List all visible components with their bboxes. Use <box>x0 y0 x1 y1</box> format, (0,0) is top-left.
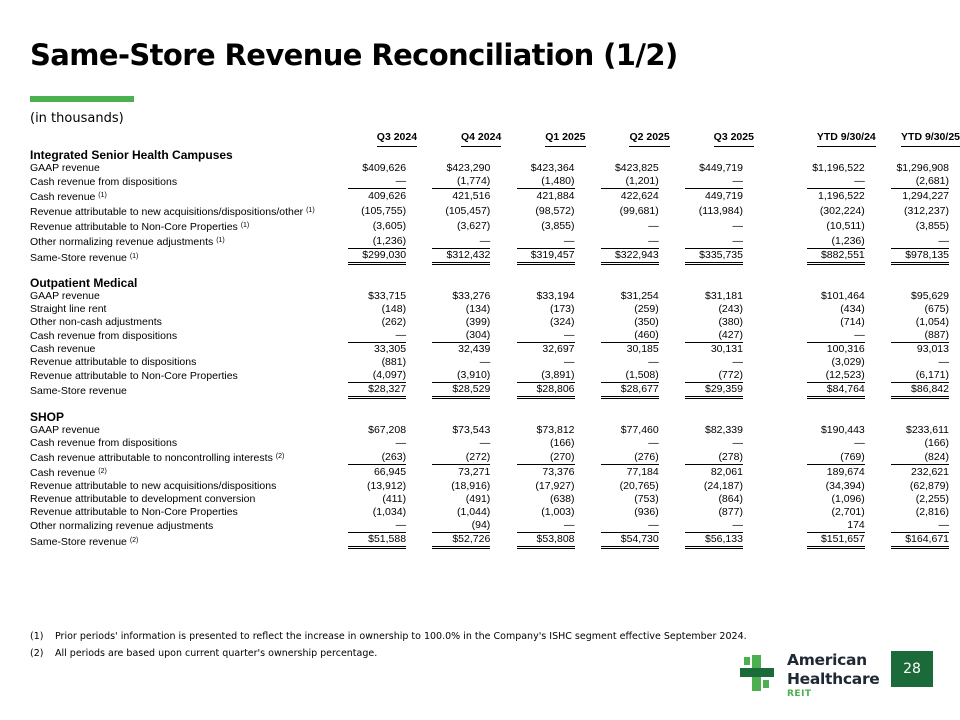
value-cell: — <box>938 356 949 368</box>
value-cell: (1,054) <box>915 316 949 328</box>
value-cell: (638) <box>550 493 575 505</box>
section-header-row <box>30 409 960 424</box>
value-cell: $1,296,908 <box>896 162 949 174</box>
row-label: Revenue attributable to Non-Core Properties <box>30 369 238 382</box>
value-cell: (276) <box>586 450 670 465</box>
value-cell: (675) <box>924 303 949 315</box>
value-cell: 1,294,227 <box>902 190 949 202</box>
col-header: YTD 9/30/25 <box>876 130 960 147</box>
value-cell: — <box>648 356 659 368</box>
value-cell: (12,523) <box>792 369 876 383</box>
value-cell: (134) <box>465 303 491 315</box>
value-cell: (1,236) <box>792 234 876 249</box>
value-cell: $449,719 <box>699 162 743 174</box>
table-row <box>30 175 960 189</box>
value-cell: — <box>732 220 743 232</box>
row-label: Revenue attributable to new acquisitions/dispositions <box>30 480 277 492</box>
value-cell: (1,034) <box>372 506 407 518</box>
table-row <box>30 249 960 265</box>
value-cell: (3,627) <box>457 220 491 232</box>
value-cell: — <box>586 519 670 533</box>
footnote-ref: (1) <box>306 207 315 214</box>
footnote-ref: (2) <box>275 453 285 460</box>
value-cell: (272) <box>417 450 501 465</box>
value-cell: — <box>395 437 407 449</box>
value-cell: (18,916) <box>451 480 491 492</box>
value-cell: 189,674 <box>826 466 865 478</box>
value-cell: (3,855) <box>915 220 949 232</box>
value-cell: (769) <box>792 450 876 465</box>
row-label: GAAP revenue <box>30 290 100 302</box>
value-cell: $151,657 <box>792 533 876 549</box>
row-label: Cash revenue from dispositions <box>30 175 178 188</box>
value-cell: — <box>501 329 585 343</box>
footnote-ref: (1) <box>216 237 225 244</box>
value-cell: (99,681) <box>619 205 659 217</box>
table-row <box>30 493 960 506</box>
value-cell: (113,984) <box>698 205 743 217</box>
value-cell: (259) <box>634 303 659 315</box>
value-cell: $423,364 <box>530 162 575 174</box>
col-header: Q3 2025 <box>670 130 754 147</box>
value-cell: $31,254 <box>620 290 659 302</box>
value-cell: (3,029) <box>831 356 865 368</box>
value-cell: (2,255) <box>915 493 949 505</box>
value-cell: (324) <box>550 316 575 328</box>
value-cell: (1,096) <box>831 493 865 505</box>
value-cell: (105,755) <box>361 205 407 217</box>
value-cell: (62,879) <box>909 480 949 492</box>
col-header: Q3 2024 <box>333 130 417 147</box>
value-cell: (98,572) <box>535 205 575 217</box>
col-header: YTD 9/30/24 <box>792 130 876 147</box>
table-row <box>30 424 960 437</box>
row-label: Cash revenue <box>30 343 96 355</box>
value-cell: — <box>333 175 417 189</box>
value-cell: (1,508) <box>586 369 670 383</box>
value-cell: (1,201) <box>586 175 670 189</box>
value-cell: (434) <box>840 303 865 315</box>
value-cell: $101,464 <box>820 290 865 302</box>
logo-line2: Healthcare <box>787 670 880 688</box>
table-row <box>30 316 960 329</box>
footnote-ref: (2) <box>129 536 139 544</box>
section-title: SHOP <box>30 410 65 424</box>
value-cell: — <box>670 234 754 249</box>
value-cell: $164,671 <box>876 533 960 549</box>
row-label: Cash revenue $^{(2)}$ <box>30 467 107 479</box>
table-row <box>30 162 960 175</box>
value-cell: (94) <box>417 519 501 533</box>
table-row <box>30 533 960 549</box>
row-label: Other non-cash adjustments <box>30 316 162 328</box>
value-cell: $28,806 <box>501 383 585 399</box>
value-cell: $319,457 <box>501 249 585 265</box>
table-row <box>30 329 960 343</box>
value-cell: $67,208 <box>368 424 407 436</box>
value-cell: 93,013 <box>916 343 949 355</box>
value-cell: $233,611 <box>905 424 949 436</box>
plus-cross-logo-icon <box>740 653 774 693</box>
value-cell: — <box>417 234 501 249</box>
value-cell: (1,236) <box>333 234 417 249</box>
footnote: (1) Prior periods' information is presented to reflect the increase in ownership to 100.0% in the Company's ISHC segment effective September 2024. <box>30 631 747 642</box>
footnote-ref: (1) <box>129 252 139 260</box>
value-cell: (1,774) <box>417 175 501 189</box>
units-note: (in thousands) <box>30 111 124 126</box>
section-spacer <box>30 265 960 275</box>
value-cell: $52,726 <box>417 533 501 549</box>
value-cell: 73,376 <box>542 466 575 478</box>
value-cell: — <box>732 356 743 368</box>
logo-line1: American <box>787 651 867 669</box>
value-cell: 30,185 <box>626 343 659 355</box>
value-cell: $82,339 <box>704 424 743 436</box>
value-cell: (887) <box>876 329 960 343</box>
value-cell: $335,735 <box>670 249 754 265</box>
logo-line3: REIT <box>787 689 812 699</box>
footnote: (2) All periods are based upon current quarter's ownership percentage. <box>30 648 378 659</box>
row-label: Cash revenue $^{(1)}$ <box>30 191 107 203</box>
value-cell: $312,432 <box>417 249 501 265</box>
value-cell: (20,765) <box>619 480 659 492</box>
value-cell: (105,457) <box>445 205 491 217</box>
title-underline-bar <box>30 96 134 102</box>
value-cell: 421,884 <box>536 190 575 202</box>
row-label: Cash revenue from dispositions <box>30 437 178 449</box>
row-label: Revenue attributable to new acquisitions/dispositions/other $^{(1)}$ <box>30 206 315 218</box>
footnote-ref: (1) <box>98 192 107 199</box>
value-cell: $33,276 <box>452 290 491 302</box>
value-cell: 82,061 <box>710 466 743 478</box>
value-cell: $33,715 <box>368 290 407 302</box>
value-cell: (278) <box>670 450 754 465</box>
value-cell: — <box>670 175 754 189</box>
value-cell: (312,237) <box>904 205 949 217</box>
table-row <box>30 383 960 399</box>
row-label: Revenue attributable to Non-Core Properties <box>30 506 238 518</box>
value-cell: — <box>792 329 876 343</box>
page-title: Same-Store Revenue Reconciliation (1/2) <box>30 38 678 72</box>
value-cell: (17,927) <box>535 480 575 492</box>
row-label: Cash revenue from dispositions <box>30 329 178 342</box>
table-row <box>30 356 960 369</box>
row-label: Straight line rent <box>30 303 107 315</box>
value-cell: $77,460 <box>620 424 659 436</box>
value-cell: $33,194 <box>536 290 575 302</box>
value-cell: — <box>854 437 865 449</box>
value-cell: 174 <box>792 519 876 533</box>
section-title: Outpatient Medical <box>30 276 138 290</box>
value-cell: (399) <box>465 316 491 328</box>
value-cell: (1,480) <box>501 175 585 189</box>
table-row <box>30 343 960 356</box>
table-row <box>30 465 960 480</box>
value-cell: (263) <box>333 450 417 465</box>
table-row <box>30 303 960 316</box>
value-cell: (2,816) <box>915 506 949 518</box>
value-cell: — <box>670 519 754 533</box>
value-cell: — <box>586 234 670 249</box>
value-cell: (881) <box>381 356 407 368</box>
value-cell: (262) <box>381 316 407 328</box>
value-cell: $299,030 <box>333 249 417 265</box>
value-cell: (714) <box>840 316 865 328</box>
value-cell: (2,681) <box>876 175 960 189</box>
footnote-ref: (1) <box>240 222 250 229</box>
value-cell: $423,825 <box>614 162 659 174</box>
table-row <box>30 450 960 465</box>
table-row <box>30 204 960 219</box>
row-label: Other normalizing revenue adjustments <box>30 519 214 532</box>
value-cell: (753) <box>634 493 659 505</box>
value-cell: $31,181 <box>704 290 743 302</box>
value-cell: — <box>792 175 876 189</box>
value-cell: — <box>648 220 659 232</box>
value-cell: — <box>876 519 960 533</box>
value-cell: — <box>501 234 585 249</box>
value-cell: — <box>501 519 585 533</box>
table-row <box>30 519 960 533</box>
table-row <box>30 234 960 249</box>
footnote-ref: (2) <box>98 468 107 475</box>
value-cell: (864) <box>718 493 743 505</box>
value-cell: 66,945 <box>373 466 407 478</box>
value-cell: (3,605) <box>372 220 407 232</box>
value-cell: $84,764 <box>792 383 876 399</box>
footnotes <box>30 628 747 662</box>
value-cell: 32,697 <box>542 343 575 355</box>
value-cell: $54,730 <box>586 533 670 549</box>
value-cell: (772) <box>670 369 754 383</box>
value-cell: — <box>732 437 743 449</box>
value-cell: $73,543 <box>452 424 491 436</box>
value-cell: $978,135 <box>876 249 960 265</box>
page-number: 28 <box>891 651 933 687</box>
value-cell: 32,439 <box>458 343 491 355</box>
value-cell: 100,316 <box>826 343 865 355</box>
value-cell: (270) <box>501 450 585 465</box>
row-label: Revenue attributable to dispositions <box>30 356 197 368</box>
value-cell: — <box>479 356 491 368</box>
value-cell: (3,891) <box>501 369 585 383</box>
value-cell: (4,097) <box>333 369 417 383</box>
reconciliation-table <box>30 130 960 549</box>
value-cell: (3,910) <box>417 369 501 383</box>
value-cell: (380) <box>718 316 743 328</box>
value-cell: $28,529 <box>417 383 501 399</box>
section-header-row <box>30 147 960 162</box>
value-cell: $53,808 <box>501 533 585 549</box>
col-header: Q2 2025 <box>586 130 670 147</box>
row-label: GAAP revenue <box>30 424 100 436</box>
col-header: Q4 2024 <box>417 130 501 147</box>
value-cell: — <box>333 519 417 533</box>
value-cell: $29,359 <box>670 383 754 399</box>
value-cell: (173) <box>550 303 575 315</box>
value-cell: (148) <box>381 303 407 315</box>
value-cell: (491) <box>465 493 491 505</box>
value-cell: (166) <box>924 437 949 449</box>
value-cell: (13,912) <box>366 480 407 492</box>
value-cell: (34,394) <box>825 480 865 492</box>
value-cell: (936) <box>634 506 659 518</box>
row-label: Other normalizing revenue adjustments $^{(1)}$ <box>30 236 225 248</box>
value-cell: 33,305 <box>373 343 407 355</box>
value-cell: $1,196,522 <box>812 162 865 174</box>
value-cell: (877) <box>718 506 743 518</box>
value-cell: $95,629 <box>911 290 949 302</box>
company-logo <box>740 651 880 699</box>
value-cell: $423,290 <box>446 162 491 174</box>
value-cell: 77,184 <box>626 466 659 478</box>
table-row <box>30 369 960 383</box>
value-cell: (460) <box>586 329 670 343</box>
value-cell: — <box>876 234 960 249</box>
table-row <box>30 290 960 303</box>
section-header-row <box>30 275 960 290</box>
value-cell: $409,626 <box>362 162 407 174</box>
value-cell: (6,171) <box>876 369 960 383</box>
row-label: Revenue attributable to Non-Core Properties $^{(1)}$ <box>30 221 250 233</box>
value-cell: $56,133 <box>670 533 754 549</box>
value-cell: — <box>479 437 491 449</box>
value-cell: (1,003) <box>541 506 575 518</box>
value-cell: (10,511) <box>826 220 865 232</box>
value-cell: $190,443 <box>820 424 865 436</box>
value-cell: $73,812 <box>536 424 575 436</box>
value-cell: (243) <box>718 303 743 315</box>
value-cell: (302,224) <box>819 205 865 217</box>
value-cell: $28,677 <box>586 383 670 399</box>
value-cell: — <box>564 356 575 368</box>
header-row <box>30 130 960 147</box>
value-cell: (824) <box>876 450 960 465</box>
value-cell: 421,516 <box>452 190 491 202</box>
value-cell: (304) <box>417 329 501 343</box>
table-row <box>30 189 960 204</box>
value-cell: 422,624 <box>620 190 659 202</box>
value-cell: (2,701) <box>831 506 865 518</box>
value-cell: $86,842 <box>876 383 960 399</box>
value-cell: 1,196,522 <box>818 190 865 202</box>
value-cell: 409,626 <box>368 190 407 202</box>
value-cell: — <box>333 329 417 343</box>
value-cell: (24,187) <box>703 480 743 492</box>
value-cell: (411) <box>382 493 407 505</box>
row-label: Same-Store revenue $^{(1)}$ <box>30 251 139 264</box>
table-row <box>30 506 960 519</box>
value-cell: 73,271 <box>458 466 491 478</box>
table-row <box>30 437 960 450</box>
value-cell: $322,943 <box>586 249 670 265</box>
value-cell: (3,855) <box>541 220 575 232</box>
table-row <box>30 219 960 234</box>
value-cell: — <box>648 437 659 449</box>
value-cell: $51,588 <box>333 533 417 549</box>
table-row <box>30 480 960 493</box>
row-label: Same-Store revenue $^{(2)}$ <box>30 535 139 548</box>
value-cell: 449,719 <box>704 190 743 202</box>
row-label: GAAP revenue <box>30 162 100 174</box>
value-cell: 232,621 <box>911 466 949 478</box>
table-body <box>30 147 960 549</box>
value-cell: (1,044) <box>457 506 491 518</box>
value-cell: $28,327 <box>333 383 417 399</box>
value-cell: 30,131 <box>710 343 743 355</box>
value-cell: $882,551 <box>792 249 876 265</box>
value-cell: (427) <box>670 329 754 343</box>
row-label: Revenue attributable to development conversion <box>30 493 256 505</box>
value-cell: (350) <box>634 316 659 328</box>
value-cell: (166) <box>550 437 575 449</box>
row-label: Same-Store revenue <box>30 384 127 397</box>
row-label: Cash revenue attributable to noncontrolling interests $^{(2)}$ <box>30 452 285 464</box>
section-title: Integrated Senior Health Campuses <box>30 148 233 162</box>
col-header: Q1 2025 <box>501 130 585 147</box>
section-spacer <box>30 399 960 409</box>
